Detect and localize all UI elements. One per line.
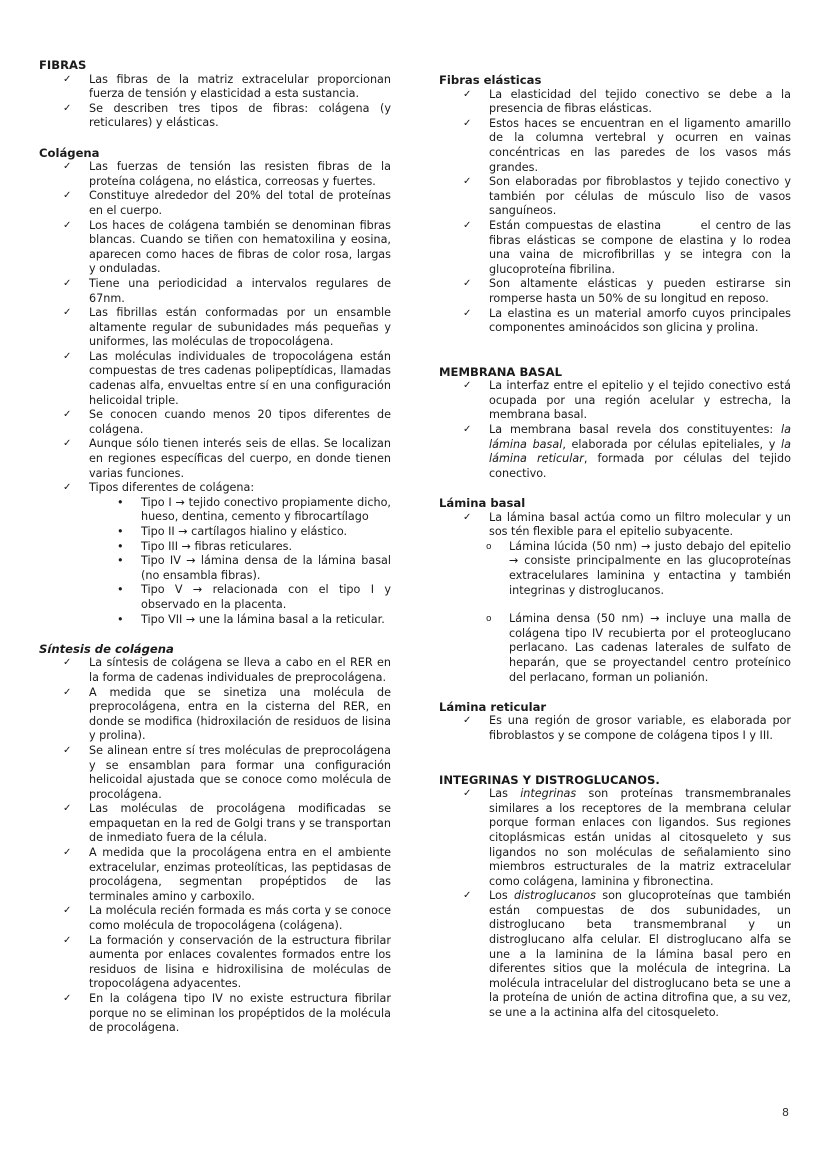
fibras-list [39,73,391,131]
list-item: ✓ Las fibrillas están conformadas por un ensamble altamente regular de subunidades más pequeñas y uniformes, las moléculas de tropocolágena. [89,306,391,350]
lamina-basal-list [439,511,791,540]
list-item: ✓ Están compuestas de elastina el centro de las fibras elásticas se compone de elastina y lo rodea una vaina de microfibrillas y se integra con la glucoproteína fibrilina. [489,219,791,277]
list-item: ✓ Es una región de grosor variable, es elaborada por fibroblastos y se compone de colágena tipos I y III. [489,714,791,743]
integrinas-list [439,787,791,1021]
heading-colagena: Colágena [39,145,100,160]
list-item: ✓ La molécula recién formada es más corta y se conoce como molécula de tropocolágena (colágena). [89,904,391,933]
list-item: ✓ Los haces de colágena también se denominan fibras blancas. Cuando se tiñen con hematoxilina y eosina, aparecen como haces de fibras de color rosa, largas y onduladas. [89,219,391,277]
list-item: ✓ La elastina es un material amorfo cuyos principales componentes aminoácidos son glicina y prolina. [489,307,791,336]
heading-integrinas: INTEGRINAS Y DISTROGLUCANOS. [439,772,660,787]
left-column [39,58,391,1036]
list-item [489,787,791,889]
lamina-sublist [439,540,791,685]
lamina-reticular-list [439,714,791,743]
list-item: ✓ Las fibras de la matriz extracelular proporcionan fuerza de tensión y elasticidad a esta sustancia. [89,73,391,102]
sintesis-list [39,656,391,1035]
right-column [439,73,795,1021]
text: son glucoproteínas que también están compuestas de dos subunidades, un distroglucano beta transmembranal y un distroglucano alfa celular. El distroglucano alfa se une a la laminina de la lámina basal pero en diferentes sitios que la molécula de integrina. La molécula intracelular del distroglucano beta se une a la proteína de unión de actina ditrofina que, a su vez, se une a la actinina alfa del citosqueleto. [489,889,792,1020]
list-item: ✓ Las moléculas de procolágena modificadas se empaquetan en la red de Golgi trans y se transportan de inmediato fuera de la célula. [89,802,391,846]
membrana-list [439,379,791,481]
sub-item: o Lámina densa (50 nm) → incluye una malla de colágena tipo IV recubierta por el proteoglucano perlacano. Las cadenas laterales de sulfato de heparán, que se proyectandel centro proteínico del perlacano, forman un polianión. [509,612,791,685]
emphasis: distroglucanos [514,889,596,903]
list-item: ✓ Se conocen cuando menos 20 tipos diferentes de colágena. [89,408,391,437]
list-item: ✓ Se alinean entre sí tres moléculas de preprocolágena y se ensamblan para formar una configuración helicoidal ajustada que se conoce como molécula de procolágena. [89,744,391,802]
tipo-item: • Tipo IV → lámina densa de la lámina basal (no ensambla fibras). [141,554,391,583]
list-item: ✓ Son altamente elásticas y pueden estirarse sin romperse hasta un 50% de su longitud en reposo. [489,277,791,306]
list-item [489,889,791,1020]
list-item: ✓ Son elaboradas por fibroblastos y tejido conectivo y también por células de músculo liso de vasos sanguíneos. [489,175,791,219]
list-item: ✓ La interfaz entre el epitelio y el tejido conectivo está ocupada por una región acelular y estrecha, la membrana basal. [489,379,791,423]
tipo-item: • Tipo V → relacionada con el tipo I y observado en la placenta. [141,583,391,612]
list-item: ✓ Aunque sólo tienen interés seis de ellas. Se localizan en regiones específicas del cuerpo, en donde tienen varias funciones. [89,437,391,481]
list-item: ✓ Se describen tres tipos de fibras: colágena (y reticulares) y elásticas. [89,102,391,131]
tipo-item: • Tipo VII → une la lámina basal a la reticular. [141,613,391,628]
tipos-label: Tipos diferentes de colágena: [89,481,255,495]
tipo-item: • Tipo III → fibras reticulares. [141,540,391,555]
tipo-item: • Tipo II → cartílagos hialino y elástico. [141,525,391,540]
heading-fibras: FIBRAS [39,58,87,72]
text: son proteínas transmembranales similares a los receptores de la membrana celular porque forman enlaces con ligandos. Sus regiones citoplásmicas están unidas al citosqueleto y sus ligandos no son moléculas de señalamiento sino miembros estructurales de la matriz extracelular como colágena, laminina y fibronectina. [489,787,791,888]
list-item: ✓ La síntesis de colágena se lleva a cabo en el RER en la forma de cadenas individuales de preprocolágena. [89,656,391,685]
tipos-list [89,496,391,627]
list-item [489,511,791,540]
text: La membrana basal revela dos constituyentes: [489,423,782,437]
list-item: ✓ Estos haces se encuentran en el ligamento amarillo de la columna vertebral y ocurren en vainas concéntricas en las paredes de los vasos más grandes. [489,117,791,175]
elasticas-list [439,87,795,336]
list-item [489,423,791,481]
list-item: ✓ Las moléculas individuales de tropocolágena están compuestas de tres cadenas polipeptídicas, llamadas cadenas alfa, envueltas entre sí en una configuración helicoidal triple. [89,350,391,408]
tipo-item: • Tipo I → tejido conectivo propiamente dicho, hueso, dentina, cemento y fibrocartílago [141,496,391,525]
list-item: ✓ En la colágena tipo IV no existe estructura fibrilar porque no se eliminan los propéptidos de la molécula de procolágena. [89,992,391,1036]
sub-item: o Lámina lúcida (50 nm) → justo debajo del epitelio → consiste principalmente en las glucoproteínas extracelulares laminina y entactina y también integrinas y distroglucanos. [509,540,791,598]
list-item: ✓ La formación y conservación de la estructura fibrilar aumenta por enlaces covalentes formados entre los residuos de lisina e hidroxilisina de moléculas de tropocolágena adyacentes. [89,934,391,992]
list-item: ✓ La elasticidad del tejido conectivo se debe a la presencia de fibras elásticas. [489,88,791,117]
list-item: ✓ Constituye alrededor del 20% del total de proteínas en el cuerpo. [89,189,391,218]
heading-sintesis: Síntesis de colágena [39,641,174,656]
heading-fibras-elasticas: Fibras elásticas [439,73,542,87]
text: Las [489,787,521,801]
list-item [89,481,391,627]
list-item: ✓ A medida que se sinetiza una molécula de preprocolágena, entra en la cisterna del RER, en donde se modifica (hidroxilación de residuos de lisina y prolina). [89,686,391,744]
emphasis: la lámina reticular [489,437,791,466]
heading-lamina-basal: Lámina basal [439,496,526,511]
text: La lámina basal actúa como un filtro molecular y un sos tén flexible para el epitelio subyacente. [489,510,791,539]
heading-lamina-reticular: Lámina reticular [439,699,547,714]
text: Los [489,889,514,903]
list-item: ✓ Las fuerzas de tensión las resisten fibras de la proteína colágena, no elástica, correosas y fuertes. [89,160,391,189]
text: , elaborada por células epiteliales, y [562,437,782,451]
emphasis: la lámina basal [489,423,791,451]
colagena-list [39,160,391,627]
list-item: ✓ A medida que la procolágena entra en el ambiente extracelular, enzimas proteolíticas, las peptidasas de procolágena, segmentan propéptidos de las terminales amino y carboxilo. [89,846,391,904]
heading-membrana-basal: MEMBRANA BASAL [439,364,562,379]
list-item: ✓ Tiene una periodicidad a intervalos regulares de 67nm. [89,277,391,306]
emphasis: integrinas [520,787,577,801]
text: , formada por células del tejido conectivo. [489,452,791,480]
page-number: 8 [782,1106,789,1119]
